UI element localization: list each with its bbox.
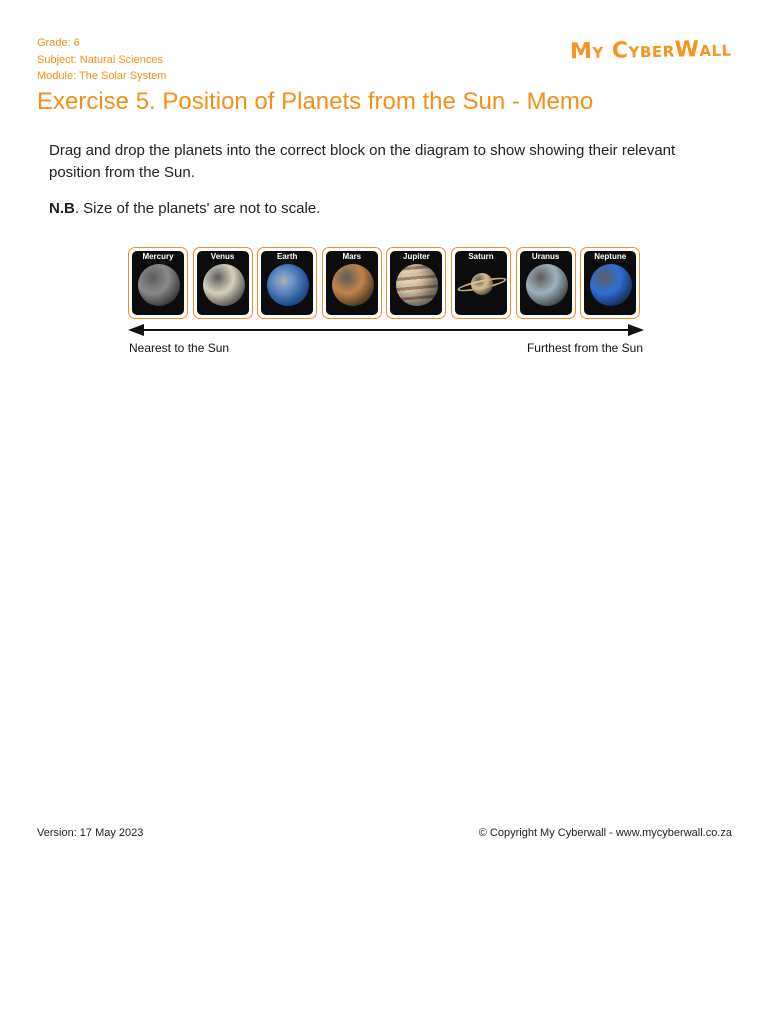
grade-label: Grade: 6 <box>37 37 80 49</box>
document-meta <box>37 35 166 85</box>
planet-tile-frame <box>455 251 507 315</box>
planet-name-label: Earth <box>276 252 298 261</box>
planet-name-label: Uranus <box>531 252 560 261</box>
earth-icon <box>267 264 309 306</box>
jupiter-icon <box>396 264 438 306</box>
note-bold-label: N.B <box>49 200 75 217</box>
version-label: Version: 17 May 2023 <box>37 827 144 839</box>
nearest-label: Nearest to the Sun <box>129 341 230 355</box>
uranus-icon <box>526 264 568 306</box>
planet-name-label: Saturn <box>468 252 494 261</box>
planet-tile-frame <box>326 251 378 315</box>
planet-name-label: Mercury <box>142 252 174 261</box>
scale-note <box>49 199 320 219</box>
subject-label: Subject: Natural Sciences <box>37 53 163 66</box>
planet-tile-jupiter[interactable] <box>386 247 446 319</box>
planet-name-label: Mars <box>342 252 362 261</box>
planet-name-label: Venus <box>210 252 235 261</box>
furthest-label: Furthest from the Sun <box>526 341 643 355</box>
note-text: . Size of the planets' are not to scale. <box>74 200 321 217</box>
planet-tile-frame <box>584 251 636 315</box>
mercury-icon <box>138 264 180 306</box>
planet-tile-frame <box>132 251 184 315</box>
mars-icon <box>332 264 374 306</box>
planet-name-label: Jupiter <box>403 252 430 261</box>
copyright-label: © Copyright My Cyberwall - www.mycyberwall.co.za <box>478 827 732 839</box>
planet-tile-frame <box>261 251 313 315</box>
neptune-icon <box>590 264 632 306</box>
planet-tile-earth[interactable] <box>257 247 317 319</box>
saturn-icon <box>471 273 493 295</box>
planet-tile-frame <box>197 251 249 315</box>
page-title: Exercise 5. Position of Planets from the Sun - Memo <box>37 88 594 115</box>
module-label: Module: The Solar System <box>37 70 167 82</box>
planet-name-label: Neptune <box>594 252 627 261</box>
planet-tile-mars[interactable] <box>322 247 382 319</box>
planet-tile-mercury[interactable] <box>128 247 188 319</box>
planet-tile-neptune[interactable] <box>580 247 640 319</box>
instruction-text: Drag and drop the planets into the correct block on the diagram to show showing their relevant position from the Sun. <box>49 142 676 181</box>
distance-arrow <box>128 323 644 337</box>
planet-tile-frame <box>390 251 442 315</box>
planet-tile-saturn[interactable] <box>451 247 511 319</box>
logo: My CyberWall <box>570 36 733 65</box>
planet-tile-uranus[interactable] <box>516 247 576 319</box>
venus-icon <box>203 264 245 306</box>
planet-order-diagram <box>128 247 644 359</box>
planet-tile-frame <box>520 251 572 315</box>
planet-tile-venus[interactable] <box>193 247 253 319</box>
